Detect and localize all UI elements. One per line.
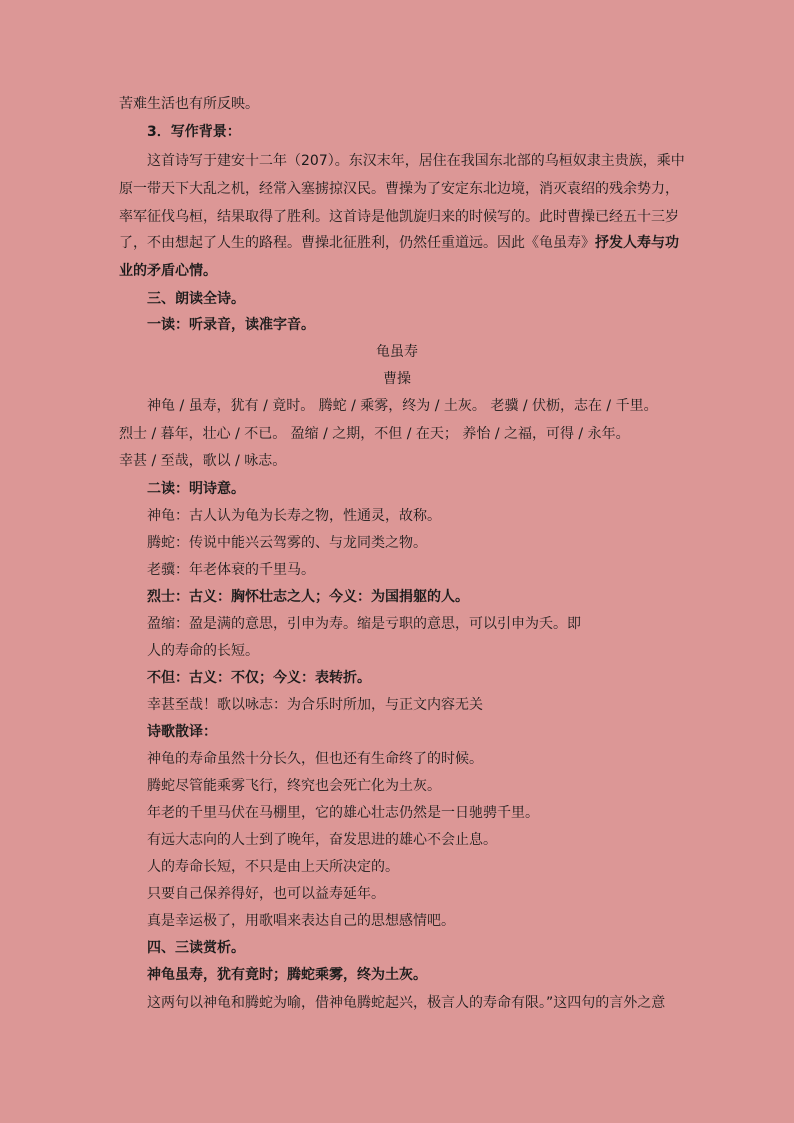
- note-line: 烈士：古义：胸怀壮志之人；今义：为国捐躯的人。: [147, 589, 469, 605]
- translation-line: 神龟的寿命虽然十分长久，但也还有生命终了的时候。: [147, 751, 483, 767]
- translation-line: 只要自己保养得好，也可以益寿延年。: [147, 886, 385, 902]
- translation-line: 真是幸运极了，用歌唱来表达自己的思想感情吧。: [147, 913, 455, 929]
- poem-line: 烈士 / 暮年，壮心 / 不已。 盈缩 / 之期，不但 / 在天； 养怡 / 之福，可得 / 永年。: [119, 426, 630, 442]
- section-heading-reading: 三、朗读全诗。: [147, 291, 245, 307]
- paragraph-line: [119, 234, 679, 252]
- note-line: 人的寿命的长短。: [147, 643, 259, 659]
- note-line: 盈缩：盈是满的意思，引申为寿。缩是亏职的意思，可以引申为夭。即: [147, 616, 581, 632]
- note-line: 腾蛇：传说中能兴云驾雾的、与龙同类之物。: [147, 535, 427, 551]
- section-heading-background: 3．写作背景：: [147, 124, 241, 140]
- note-line: 幸甚至哉！歌以咏志：为合乐时所加，与正文内容无关: [147, 697, 483, 713]
- translation-line: 腾蛇尽管能乘雾飞行，终究也会死亡化为土灰。: [147, 778, 441, 794]
- paragraph-line: 这首诗写于建安十二年（207）。东汉末年，居住在我国东北部的乌桓奴隶主贵族，乘中: [147, 153, 685, 169]
- translation-heading: 诗歌散译：: [147, 724, 217, 740]
- second-reading-label: 二读：明诗意。: [147, 481, 245, 497]
- section-heading-appreciation: 四、三读赏析。: [147, 940, 245, 956]
- translation-line: 年老的千里马伏在马棚里，它的雄心壮志仍然是一日驰骋千里。: [147, 805, 539, 821]
- translation-line: 人的寿命长短，不只是由上天所决定的。: [147, 859, 399, 875]
- note-line: 老骥：年老体衰的千里马。: [147, 562, 315, 578]
- poem-title: 龟虽寿: [376, 344, 418, 360]
- first-reading-label: 一读：听录音，读准字音。: [147, 317, 315, 333]
- intro-line: 苦难生活也有所反映。: [119, 96, 259, 112]
- quoted-verse: 神龟虽寿，犹有竟时；腾蛇乘雾，终为土灰。: [147, 967, 427, 983]
- poem-author: 曹操: [383, 371, 411, 387]
- paragraph-line: 率军征伐乌桓，结果取得了胜利。这首诗是他凯旋归来的时候写的。此时曹操已经五十三岁: [119, 209, 679, 225]
- paragraph-line: 这两句以神龟和腾蛇为喻，借神龟腾蛇起兴，极言人的寿命有限。”这四句的言外之意: [147, 995, 666, 1011]
- translation-line: 有远大志向的人士到了晚年，奋发思进的雄心不会止息。: [147, 832, 497, 848]
- paragraph-emphasis: 抒发人寿与功: [595, 235, 679, 251]
- paragraph-line: 原一带天下大乱之机，经常入塞掳掠汉民。曹操为了安定东北边境，消灭袁绍的残余势力，: [119, 181, 679, 197]
- note-line: 不但：古义：不仅；今义：表转折。: [147, 670, 371, 686]
- paragraph-emphasis-line: 业的矛盾心情。: [119, 263, 217, 279]
- note-line: 神龟：古人认为龟为长寿之物，性通灵，故称。: [147, 508, 441, 524]
- poem-line: 神龟 / 虽寿，犹有 / 竟时。 腾蛇 / 乘雾，终为 / 土灰。 老骥 / 伏枥，志在 / 千里。: [147, 398, 658, 414]
- paragraph-text: 了，不由想起了人生的路程。曹操北征胜利，仍然任重道远。因此《龟虽寿》: [119, 235, 595, 251]
- poem-line: 幸甚 / 至哉，歌以 / 咏志。: [119, 453, 287, 469]
